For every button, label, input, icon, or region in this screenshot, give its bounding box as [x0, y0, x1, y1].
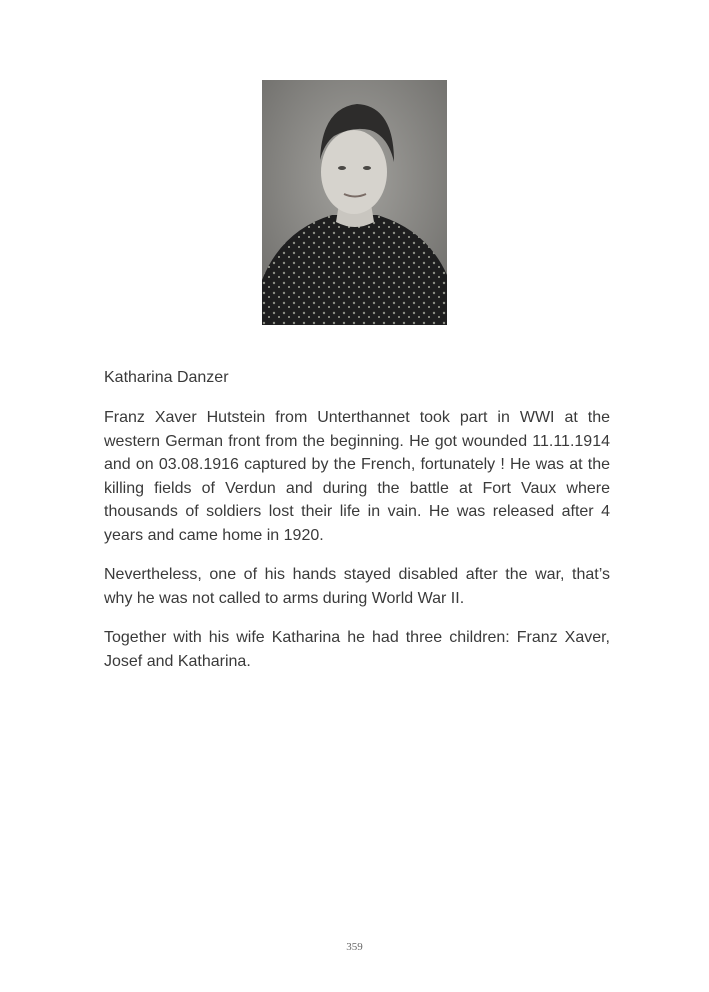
paragraph-3: Together with his wife Katharina he had three children: Franz Xaver, Josef and Katharina. [104, 629, 610, 670]
paragraph-2: Nevertheless, one of his hands stayed disabled after the war, that’s why he was not called to arms during World War II. [104, 566, 610, 607]
photo-caption: Katharina Danzer [104, 369, 229, 386]
paragraph-1: Franz Xaver Hutstein from Unterthannet took part in WWI at the western German front from the beginning. He got wounded 11.11.1914 and on 03.08.1916 captured by the French, fortunately ! He was at the killing fields of Verdun and during the battle at Fort Vaux where thousands of soldiers lost their life in vain. He was released after 4 years and came home in 1920. [104, 409, 610, 544]
portrait-photo [262, 80, 447, 325]
page-number: 359 [346, 941, 363, 953]
